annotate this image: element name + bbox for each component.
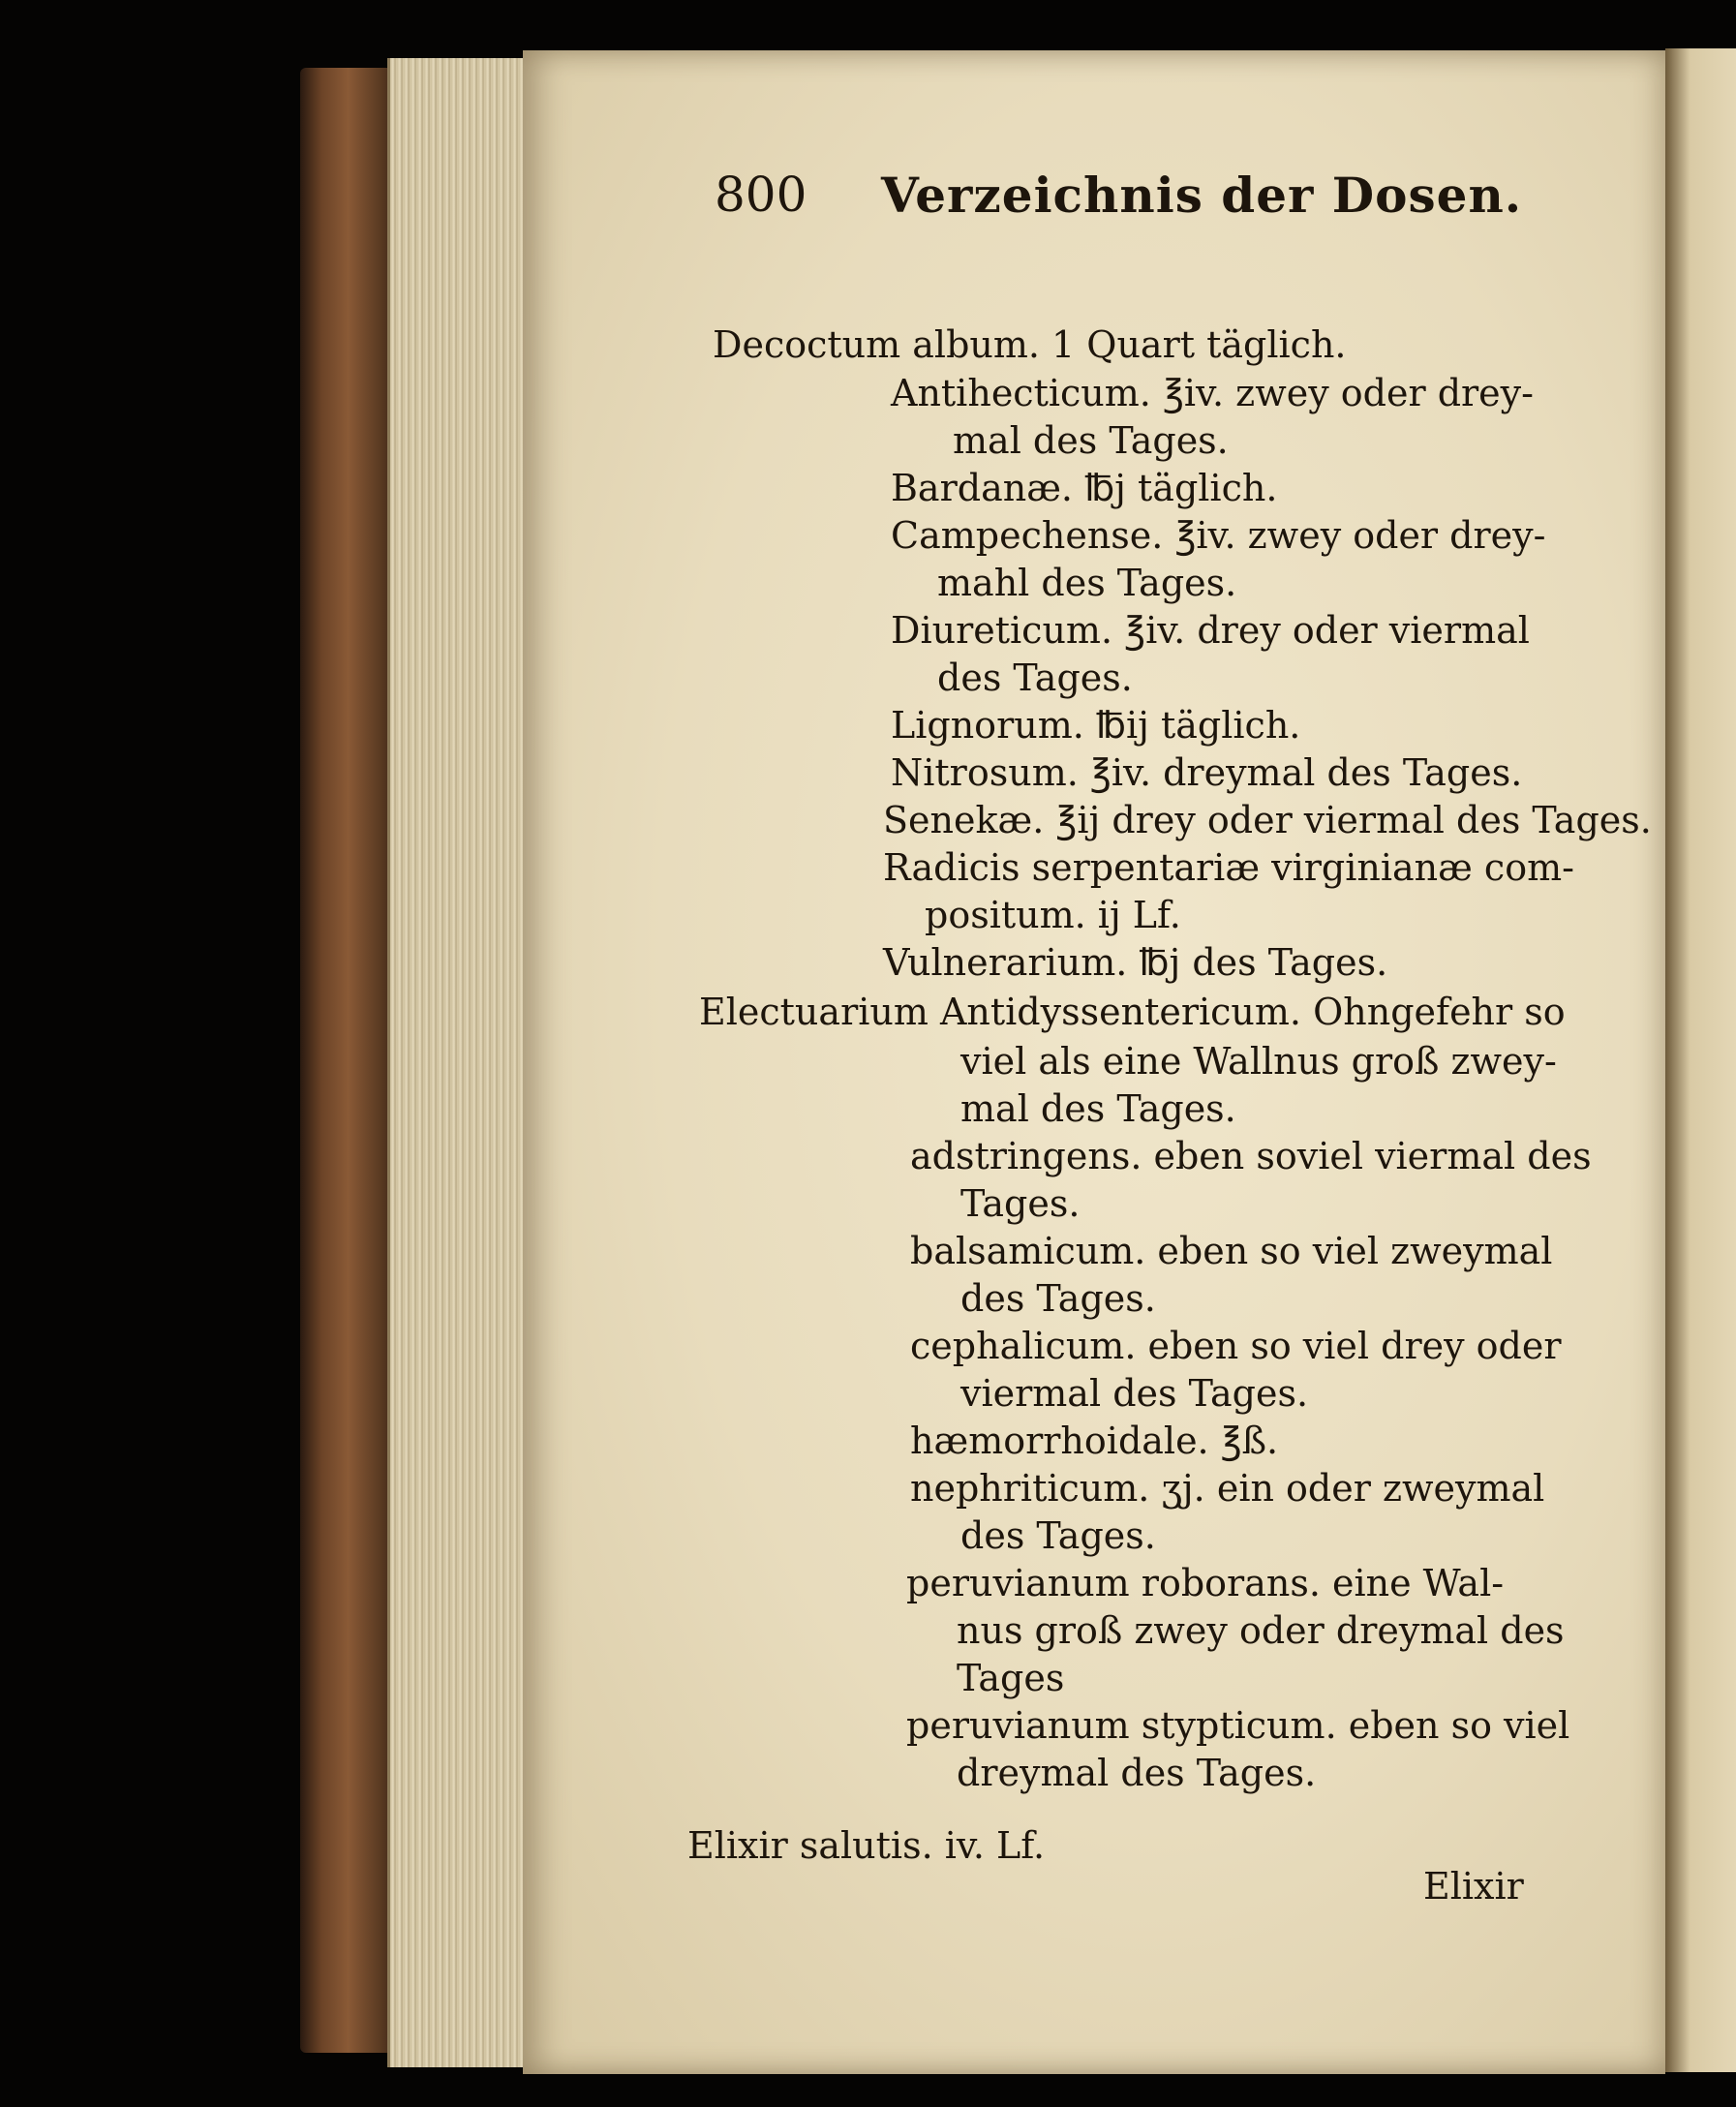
page-number: 800 <box>715 167 807 223</box>
page-text <box>523 50 1665 2074</box>
entry-line: Tages. <box>960 1182 1081 1225</box>
page-edges <box>387 58 535 2067</box>
entry-line: Lignorum. ℔ij täglich. <box>891 704 1301 747</box>
entry-line: nus groß zwey oder dreymal des <box>957 1609 1565 1652</box>
entry-line: Bardanæ. ℔j täglich. <box>891 467 1278 509</box>
entry-line: Antihecticum. ℥iv. zwey oder drey- <box>891 372 1534 414</box>
entry-line: Electuarium Antidyssentericum. Ohngefehr so <box>699 991 1566 1033</box>
entry-line: nephriticum. ʒj. ein oder zweymal <box>910 1467 1545 1510</box>
entry-line: Campechense. ℥iv. zwey oder drey- <box>891 514 1546 557</box>
entry-line: balsamicum. eben so viel zweymal <box>910 1230 1553 1272</box>
entry-line: Radicis serpentariæ virginianæ com- <box>883 846 1574 889</box>
entry-line: des Tages. <box>960 1277 1156 1320</box>
entry-line: viermal des Tages. <box>960 1372 1309 1415</box>
entry-line: des Tages. <box>960 1514 1156 1557</box>
entry-line: hæmorrhoidale. ℥ß. <box>910 1420 1279 1462</box>
catchword: Elixir <box>1423 1865 1524 1908</box>
entry-line: mal des Tages. <box>953 419 1229 462</box>
entry-line: mahl des Tages. <box>937 562 1237 604</box>
entry-line: dreymal des Tages. <box>957 1752 1317 1794</box>
running-title: Verzeichnis der Dosen. <box>881 167 1523 224</box>
book-page <box>523 50 1665 2074</box>
entry-line: Vulnerarium. ℔j des Tages. <box>883 941 1388 984</box>
entry-line: Diureticum. ℥iv. drey oder viermal <box>891 609 1530 652</box>
entry-line: Nitrosum. ℥iv. dreymal des Tages. <box>891 751 1523 794</box>
entry-line: adstringens. eben soviel viermal des <box>910 1135 1592 1177</box>
entry-line: Elixir salutis. iv. Lf. <box>687 1824 1046 1867</box>
entry-line: Decoctum album. 1 Quart täglich. <box>713 323 1347 366</box>
entry-line: positum. ij Lf. <box>925 894 1181 936</box>
entry-line: Senekæ. ℥ij drey oder viermal des Tages. <box>883 799 1652 841</box>
facing-page-edge <box>1665 48 1736 2072</box>
entry-line: mal des Tages. <box>960 1087 1236 1130</box>
entry-line: viel als eine Wallnus groß zwey- <box>960 1040 1557 1083</box>
entry-line: peruvianum roborans. eine Wal- <box>906 1562 1505 1604</box>
entry-line: Tages <box>957 1657 1065 1699</box>
entry-line: cephalicum. eben so viel drey oder <box>910 1325 1562 1367</box>
entry-line: peruvianum stypticum. eben so viel <box>906 1704 1570 1747</box>
entry-line: des Tages. <box>937 657 1133 699</box>
